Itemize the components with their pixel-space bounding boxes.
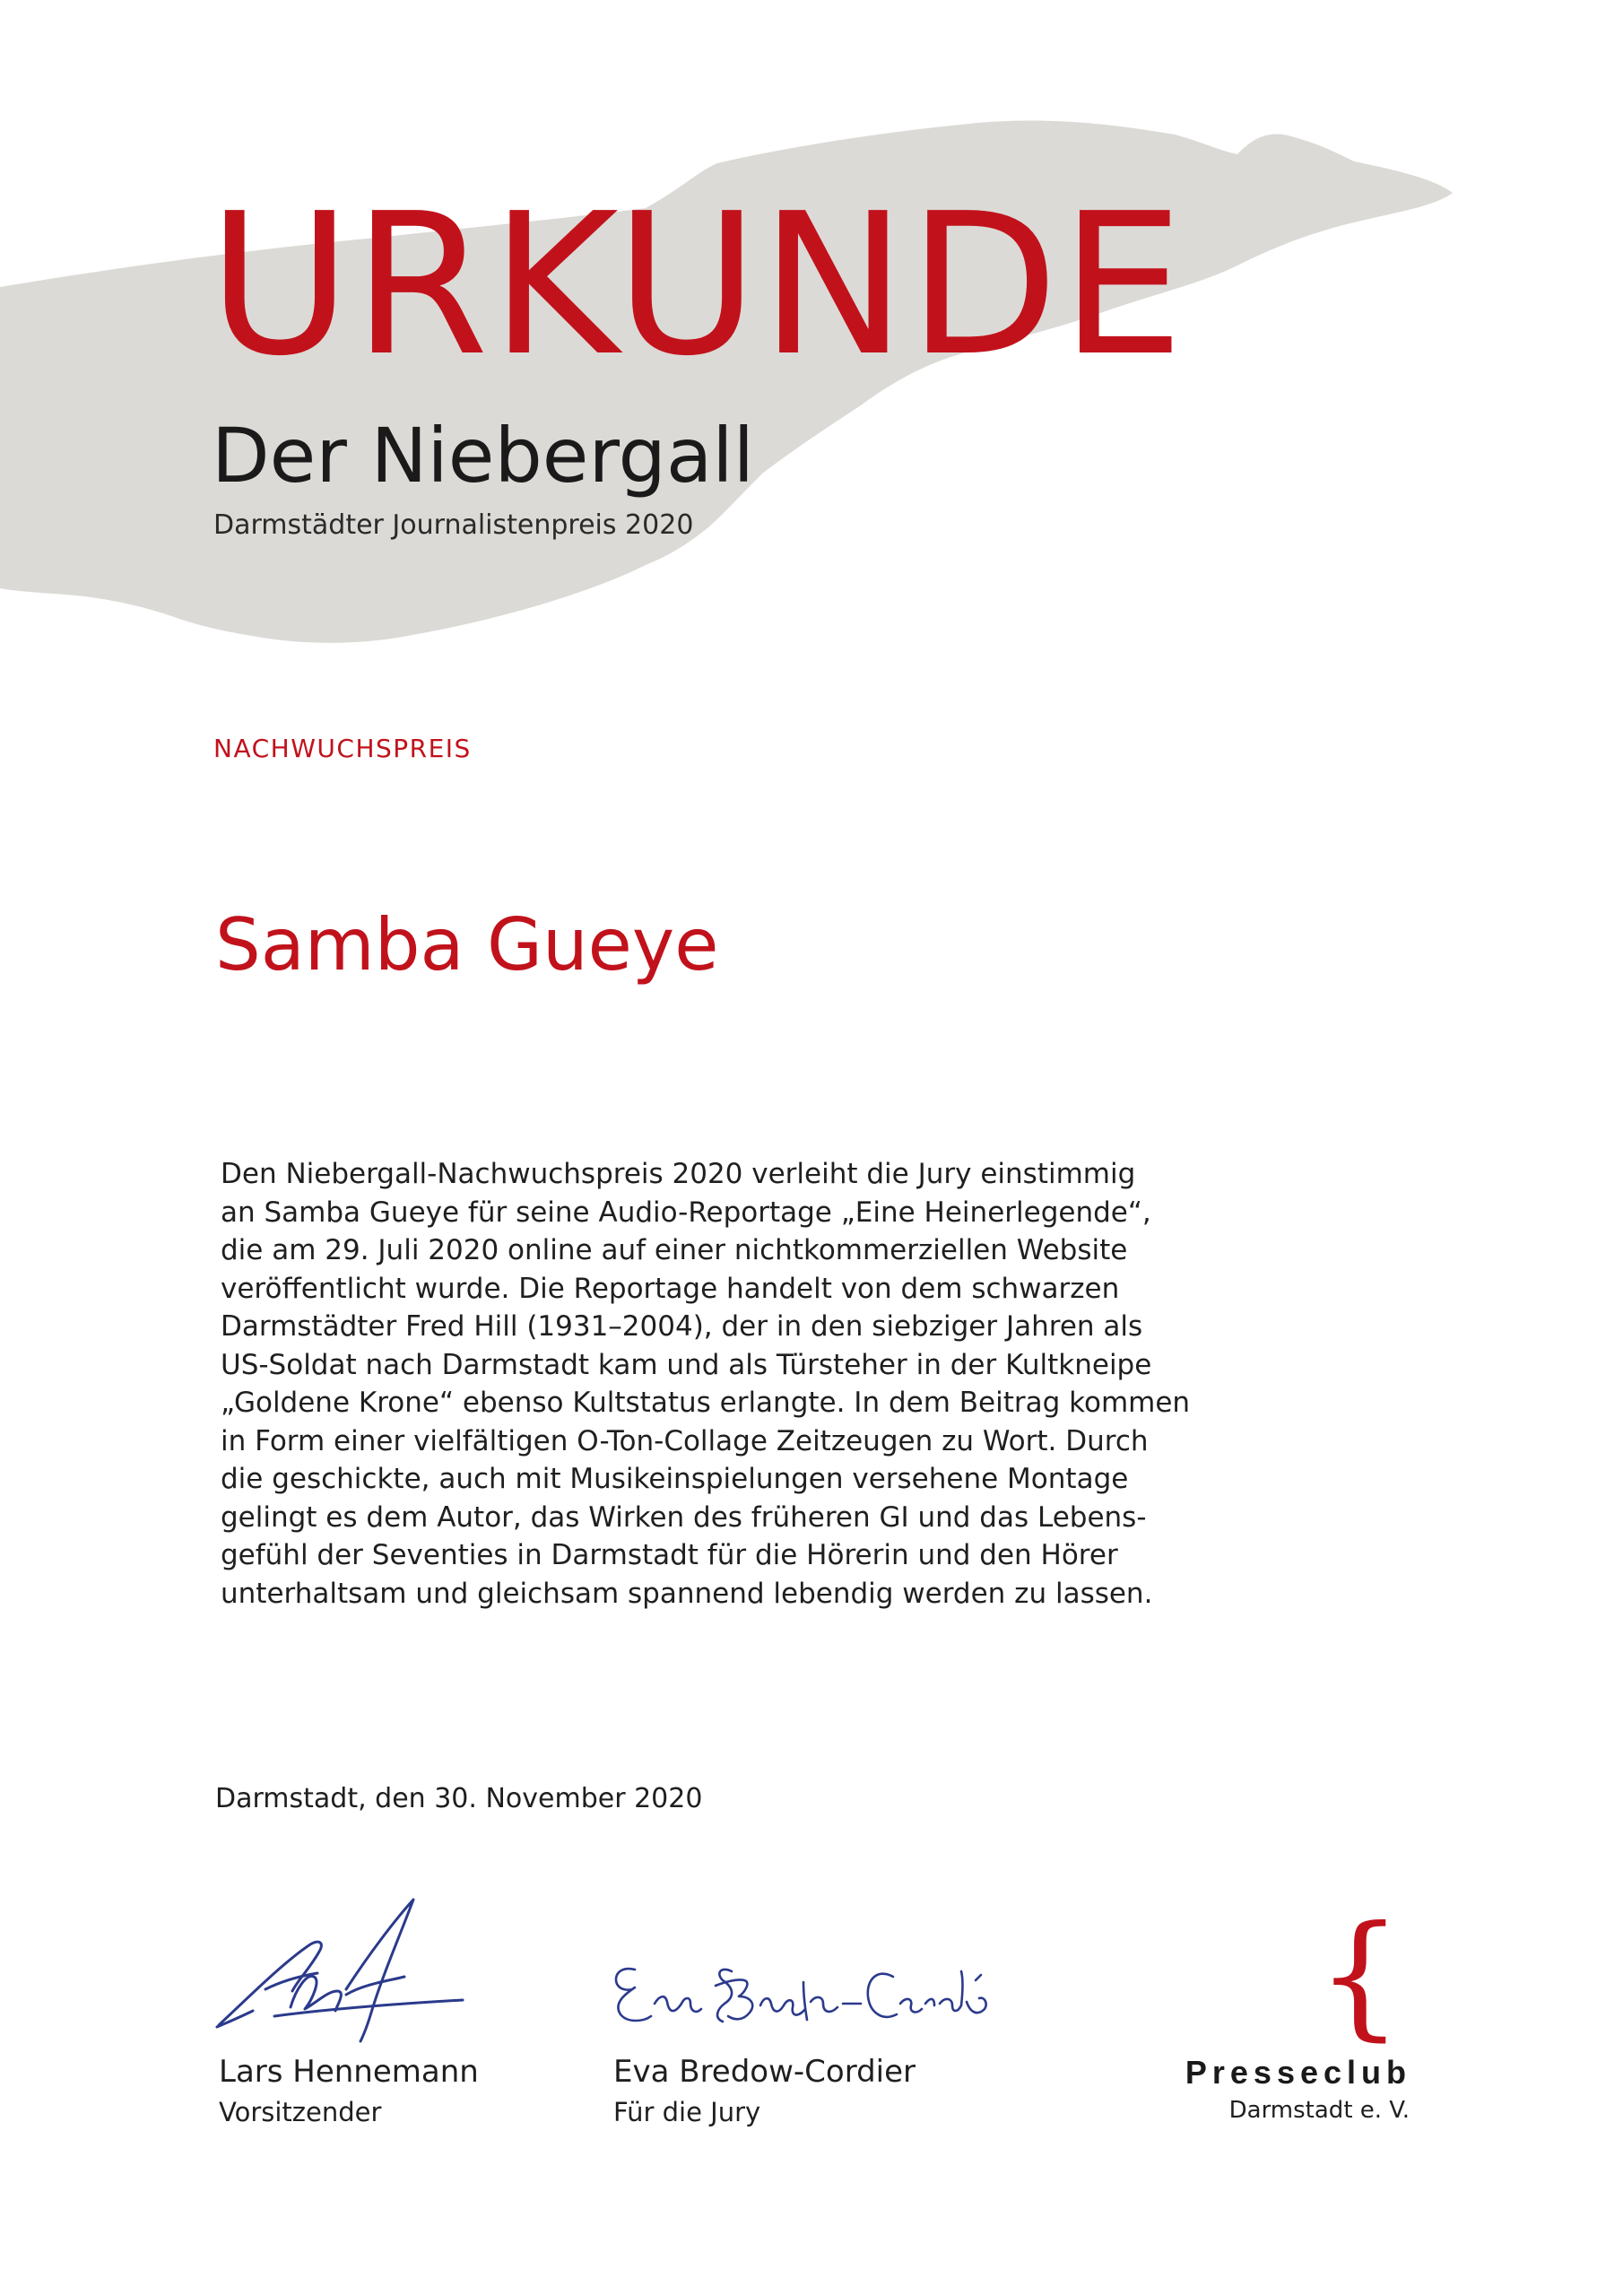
citation-text [221,1155,1191,1613]
logo-city: Darmstadt e. V. [1228,2097,1410,2124]
citation-line: gelingt es dem Autor, das Wirken des früheren GI und das Lebens- [221,1500,1147,1534]
citation-line: „Goldene Krone“ ebenso Kultstatus erlangte. In dem Beitrag kommen [221,1387,1191,1419]
citation-line: gefühl der Seventies in Darmstadt für die Hörerin und den Hörer [221,1539,1118,1571]
award-category: NACHWUCHSPREIS [213,734,472,763]
citation-line: unterhaltsam und gleichsam spannend lebendig werden zu lassen. [221,1577,1153,1610]
award-name: Der Niebergall [212,412,754,500]
citation-line: in Form einer vielfältigen O-Ton-Collage Zeitzeugen zu Wort. Durch [221,1424,1149,1457]
certificate-title: URKUNDE [208,172,1186,399]
citation-line: veröffentlicht wurde. Die Reportage handelt von dem schwarzen [221,1272,1120,1305]
signatory-name: Eva Bredow-Cordier [613,2054,916,2090]
citation-line: an Samba Gueye für seine Audio-Reportage „Eine Heinerlegende“, [221,1196,1151,1229]
award-subline: Darmstädter Journalistenpreis 2020 [213,509,694,541]
presseclub-logo [1124,1898,1411,2124]
signatory-role: Vorsitzender [219,2097,382,2127]
citation-line: Den Niebergall-Nachwuchspreis 2020 verleiht die Jury einstimmig [221,1158,1136,1190]
citation-line: die am 29. Juli 2020 online auf einer nichtkommerziellen Website [221,1234,1128,1266]
signature-hennemann [212,1891,472,2043]
citation-line: die geschickte, auch mit Musikeinspielungen versehene Montage [221,1463,1129,1495]
citation-line: Darmstädter Fred Hill (1931–2004), der in den siebziger Jahren als [221,1310,1143,1343]
signature-bredow-cordier [608,1944,1002,2043]
signatory-name: Lars Hennemann [219,2054,479,2090]
laureate-name: Samba Gueye [215,903,719,987]
logo-name: Presseclub [1185,2054,1411,2091]
place-and-date: Darmstadt, den 30. November 2020 [215,1783,703,1814]
citation-line: US-Soldat nach Darmstadt kam und als Türsteher in der Kultkneipe [221,1348,1152,1381]
signatory-role: Für die Jury [613,2097,761,2127]
logo-brace-icon: { [1316,1898,1402,2054]
